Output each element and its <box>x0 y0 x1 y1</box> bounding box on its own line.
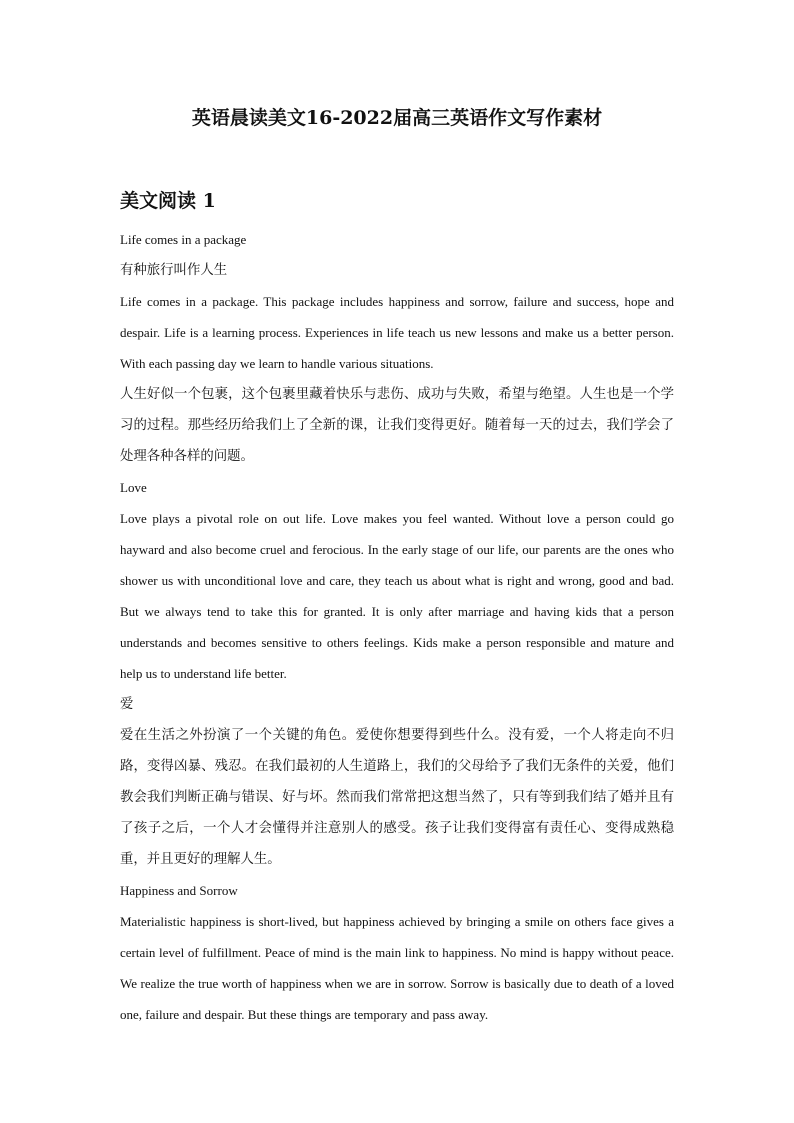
document-body <box>120 186 674 1030</box>
heading-happiness-english: Happiness and Sorrow <box>120 883 238 898</box>
paragraph-english-1: Life comes in a package. This package includes happiness and sorrow, failure and success, hope and despair. Life is a learning process. Experiences in life teach us new lessons and make us a better person. With each passing day we learn to handle various situations. <box>120 294 674 371</box>
paragraph-chinese-2: 爱在生活之外扮演了一个关键的角色。爱使你想要得到些什么。没有爱，一个人将走向不归路，变得凶暴、残忍。在我们最初的人生道路上，我们的父母给予了我们无条件的关爱，他们教会我们判断正确与错误、好与坏。然而我们常常把这想当然了，只有等到我们结了婚并且有了孩子之后，一个人才会懂得并注意别人的感受。孩子让我们变得富有责任心、变得成熟稳重，并且更好的理解人生。 <box>120 728 674 867</box>
heading-love-english: Love <box>120 480 147 495</box>
paragraph-chinese-1: 人生好似一个包裹，这个包裹里藏着快乐与悲伤、成功与失败，希望与绝望。人生也是一个学习的过程。那些经历给我们上了全新的课，让我们变得更好。随着每一天的过去，我们学会了处理各种各样的问题。 <box>120 387 674 464</box>
subtitle-chinese: 有种旅行叫作人生 <box>120 263 228 278</box>
document-title: 英语晨读美文16-2022届高三英语作文写作素材 <box>191 107 603 129</box>
paragraph-english-2: Love plays a pivotal role on out life. Love makes you feel wanted. Without love a person could go hayward and also become cruel and ferocious. In the early stage of our life, our parents are the ones who shower us with unconditional love and care, they teach us about what is right and wrong, good and bad. But we always tend to take this for granted. It is only after marriage and having kids that a person understands and becomes sensitive to others feelings. Kids make a person responsible and mature and help us to understand life better. <box>120 511 674 681</box>
subtitle-english: Life comes in a package <box>120 232 247 247</box>
paragraph-english-3: Materialistic happiness is short-lived, but happiness achieved by bringing a smile on others face gives a certain level of fulfillment. Peace of mind is the main link to happiness. No mind is happy without peace. We realize the true worth of happiness when we are in sorrow. Sorrow is basically due to death of a loved one, failure and despair. But these things are temporary and pass away. <box>120 914 674 1022</box>
heading-love-chinese: 爱 <box>120 697 134 712</box>
section-heading: 美文阅读 1 <box>120 190 216 212</box>
